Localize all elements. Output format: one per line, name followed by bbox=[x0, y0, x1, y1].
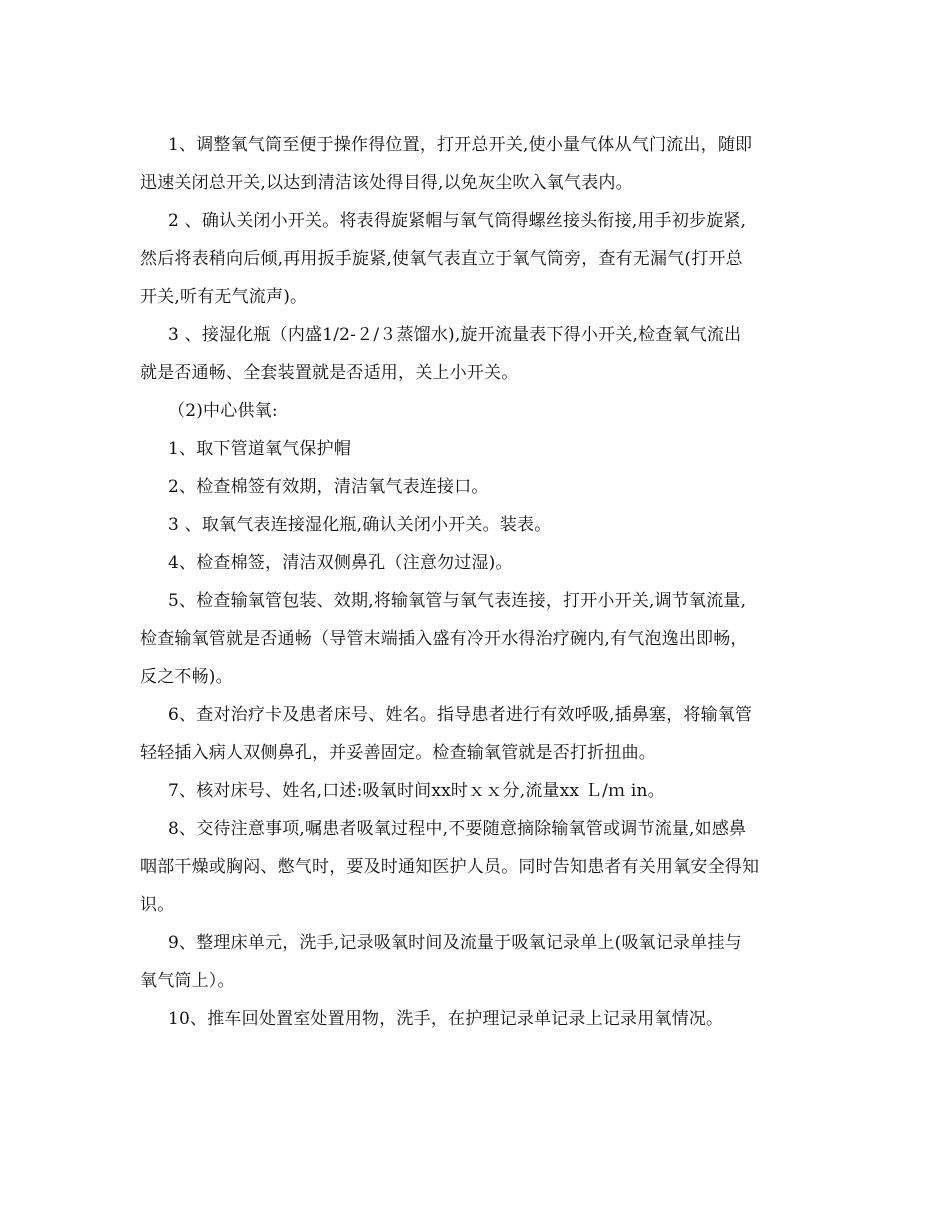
text-line: 3 、取氧气表连接湿化瓶,确认关闭小开关。装表。 bbox=[168, 515, 552, 535]
section-heading-central-oxygen bbox=[140, 392, 820, 430]
paragraph-step-2 bbox=[140, 202, 820, 316]
text-line: 1、取下管道氧气保护帽 bbox=[168, 439, 352, 459]
text-line: 1、调整氧气筒至便于操作得位置，打开总开关,使小量气体从气门流出，随即 bbox=[168, 135, 753, 155]
text-line: 2、检查棉签有效期，清洁氧气表连接口。 bbox=[168, 477, 489, 497]
text-line: 5、检查输氧管包装、效期,将输氧管与氧气表连接，打开小开关,调节氧流量, bbox=[168, 591, 747, 611]
paragraph-central-step-7 bbox=[140, 772, 820, 810]
document-body bbox=[140, 126, 820, 1038]
text-line: （2)中心供氧: bbox=[168, 401, 278, 421]
text-line: 反之不畅)。 bbox=[140, 667, 233, 687]
paragraph-central-step-8 bbox=[140, 810, 820, 924]
text-line: 识。 bbox=[140, 895, 175, 915]
text-line: 开关,听有无气流声)。 bbox=[140, 287, 308, 307]
paragraph-step-3 bbox=[140, 316, 820, 392]
text-line: 咽部干燥或胸闷、憋气时，要及时通知医护人员。同时告知患者有关用氧安全得知 bbox=[140, 857, 760, 877]
paragraph-central-step-2 bbox=[140, 468, 820, 506]
text-line: 迅速关闭总开关,以达到清洁该处得目得,以免灰尘吹入氧气表内。 bbox=[140, 173, 633, 193]
text-line: 检查输氧管就是否通畅（导管末端插入盛有冷开水得治疗碗内,有气泡逸出即畅， bbox=[140, 629, 748, 649]
text-line: 6、查对治疗卡及患者床号、姓名。指导患者进行有效呼吸,插鼻塞，将输氧管 bbox=[168, 705, 753, 725]
text-line: 8、交待注意事项,嘱患者吸氧过程中,不要随意摘除输氧管或调节流量,如感鼻 bbox=[168, 819, 747, 839]
text-line: 9、整理床单元，洗手,记录吸氧时间及流量于吸氧记录单上(吸氧记录单挂与 bbox=[168, 933, 742, 953]
paragraph-central-step-1 bbox=[140, 430, 820, 468]
paragraph-central-step-9 bbox=[140, 924, 820, 1000]
paragraph-central-step-4 bbox=[140, 544, 820, 582]
text-line: 2 、确认关闭小开关。将表得旋紧帽与氧气筒得螺丝接头衔接,用手初步旋紧, bbox=[168, 211, 747, 231]
paragraph-step-1 bbox=[140, 126, 820, 202]
text-line: 轻轻插入病人双侧鼻孔，并妥善固定。检查输氧管就是否打折扭曲。 bbox=[140, 743, 656, 763]
text-line: 7、核对床号、姓名,口述:吸氧时间xx时ｘｘ分,流量xx Ｌ/ｍ in。 bbox=[168, 781, 665, 801]
text-line: 4、检查棉签，清洁双侧鼻孔（注意勿过湿)。 bbox=[168, 553, 513, 573]
paragraph-central-step-3 bbox=[140, 506, 820, 544]
text-line: 氧气筒上）。 bbox=[140, 971, 235, 991]
text-line: 10、推车回处置室处置用物，洗手，在护理记录单记录上记录用氧情况。 bbox=[168, 1009, 724, 1029]
text-line: 3 、接湿化瓶（内盛1/2-２/３蒸馏水),旋开流量表下得小开关,检查氧气流出 bbox=[168, 325, 742, 345]
paragraph-central-step-10 bbox=[140, 1000, 820, 1038]
text-line: 就是否通畅、全套装置就是否适用，关上小开关。 bbox=[140, 363, 519, 383]
paragraph-central-step-5 bbox=[140, 582, 820, 696]
text-line: 然后将表稍向后倾,再用扳手旋紧,使氧气表直立于氧气筒旁，查有无漏气(打开总 bbox=[140, 249, 743, 269]
paragraph-central-step-6 bbox=[140, 696, 820, 772]
